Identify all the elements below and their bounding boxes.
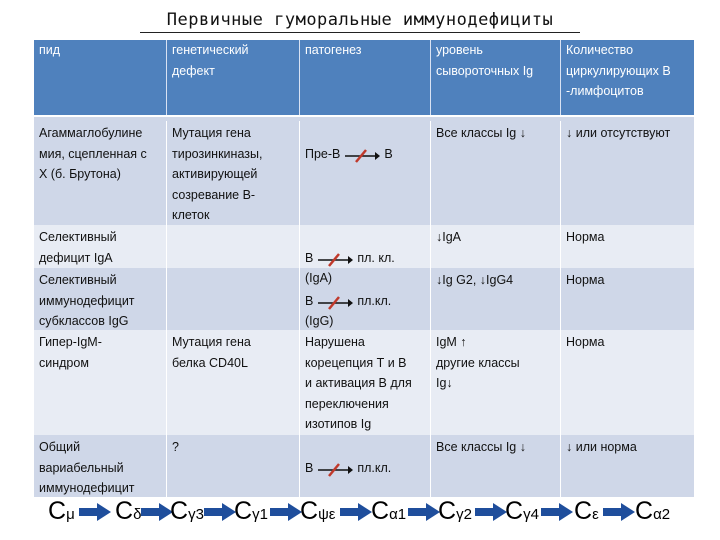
- path-from: Пре-В: [305, 146, 341, 161]
- header-genetic-defect: генетический дефект: [167, 40, 300, 115]
- heavy-chain-gene-sequence: [38, 496, 698, 540]
- right-arrow-icon: [204, 503, 236, 521]
- pathogenesis: [300, 121, 431, 225]
- pathogenesis: [300, 225, 431, 285]
- path-note: (IgG): [305, 314, 334, 328]
- serum-ig: Все классы Ig ↓: [431, 121, 561, 225]
- right-arrow-icon: [603, 503, 635, 521]
- disease-name: Селективный дефицит IgA: [34, 225, 167, 268]
- gene-segment: Cγ4: [505, 497, 539, 525]
- path-from: В: [305, 460, 314, 475]
- pathogenesis: [300, 435, 431, 497]
- right-arrow-icon: [475, 503, 507, 521]
- path-to: В: [384, 146, 393, 161]
- gene-segment: Cα1: [371, 497, 407, 525]
- path-from: В: [305, 250, 314, 265]
- header-b-cell-count: Количество циркулирующих В -лимфоцитов: [566, 43, 671, 98]
- table-row: [34, 117, 694, 225]
- disease-name: Общий вариабельный иммунодефицит: [34, 435, 167, 497]
- blocked-arrow-icon: [317, 462, 353, 474]
- pathogenesis: [300, 268, 431, 330]
- b-cell-count: Норма: [566, 273, 605, 287]
- header-pathogenesis: патогенез: [300, 40, 431, 115]
- gene-segment: Cα2: [635, 497, 671, 525]
- genetic-defect: Мутация гена тирозинкиназы, активирующей созревание В- клеток: [167, 121, 300, 225]
- serum-ig: IgM ↑ другие классы Ig↓: [431, 330, 561, 435]
- gene-segment: Cε: [574, 497, 599, 525]
- gene-segment: Cψε: [300, 497, 336, 525]
- gene-segment: Cμ: [48, 497, 75, 525]
- title-underline: [140, 32, 580, 33]
- blocked-arrow-icon: [344, 148, 380, 160]
- immunodeficiency-table: [34, 40, 694, 497]
- disease-name: Агаммаглобулине мия, сцепленная с Х (б. Брутона): [34, 121, 167, 225]
- path-to: пл.кл.: [357, 293, 392, 308]
- right-arrow-icon: [79, 503, 111, 521]
- genetic-defect: [167, 225, 300, 268]
- gene-segment: Cγ3: [170, 497, 204, 525]
- path-to: пл.кл.: [357, 460, 392, 475]
- b-cell-count: ↓ или норма: [566, 440, 637, 454]
- gene-segment: Cδ: [115, 497, 142, 525]
- b-cell-count: ↓ или отсутствуют: [566, 126, 671, 140]
- table-row: [34, 435, 694, 497]
- b-cell-count: Норма: [566, 335, 605, 349]
- genetic-defect: [167, 268, 300, 330]
- genetic-defect: Мутация гена белка CD40L: [167, 330, 300, 435]
- blocked-arrow-icon: [317, 252, 353, 264]
- serum-ig: ↓Ig G2, ↓IgG4: [431, 268, 561, 330]
- right-arrow-icon: [270, 503, 302, 521]
- right-arrow-icon: [541, 503, 573, 521]
- path-to: пл. кл.: [357, 250, 395, 265]
- gene-segment: Cγ2: [438, 497, 472, 525]
- path-note: (IgA): [305, 271, 333, 285]
- b-cell-count: Норма: [566, 230, 605, 244]
- disease-name: Гипер-IgM- синдром: [34, 330, 167, 435]
- header-serum-ig: уровень сывороточных Ig: [431, 40, 561, 115]
- blocked-arrow-icon: [317, 295, 353, 307]
- table-row: [34, 268, 694, 330]
- disease-name: Селективный иммунодефицит субклассов IgG: [34, 268, 167, 330]
- right-arrow-icon: [141, 503, 173, 521]
- serum-ig: Все классы Ig ↓: [431, 435, 561, 497]
- pathogenesis: Нарушена корецепция Т и В и активация В для переключения изотипов Ig: [300, 330, 431, 435]
- gene-segment: Cγ1: [234, 497, 268, 525]
- table-row: [34, 330, 694, 435]
- right-arrow-icon: [340, 503, 372, 521]
- serum-ig: ↓IgA: [431, 225, 561, 268]
- table-header: [34, 40, 694, 117]
- header-pid: пид: [34, 40, 167, 115]
- page-title: Первичные гуморальные иммунодефициты: [166, 10, 554, 30]
- genetic-defect: ?: [167, 435, 300, 497]
- right-arrow-icon: [408, 503, 440, 521]
- path-from: В: [305, 293, 314, 308]
